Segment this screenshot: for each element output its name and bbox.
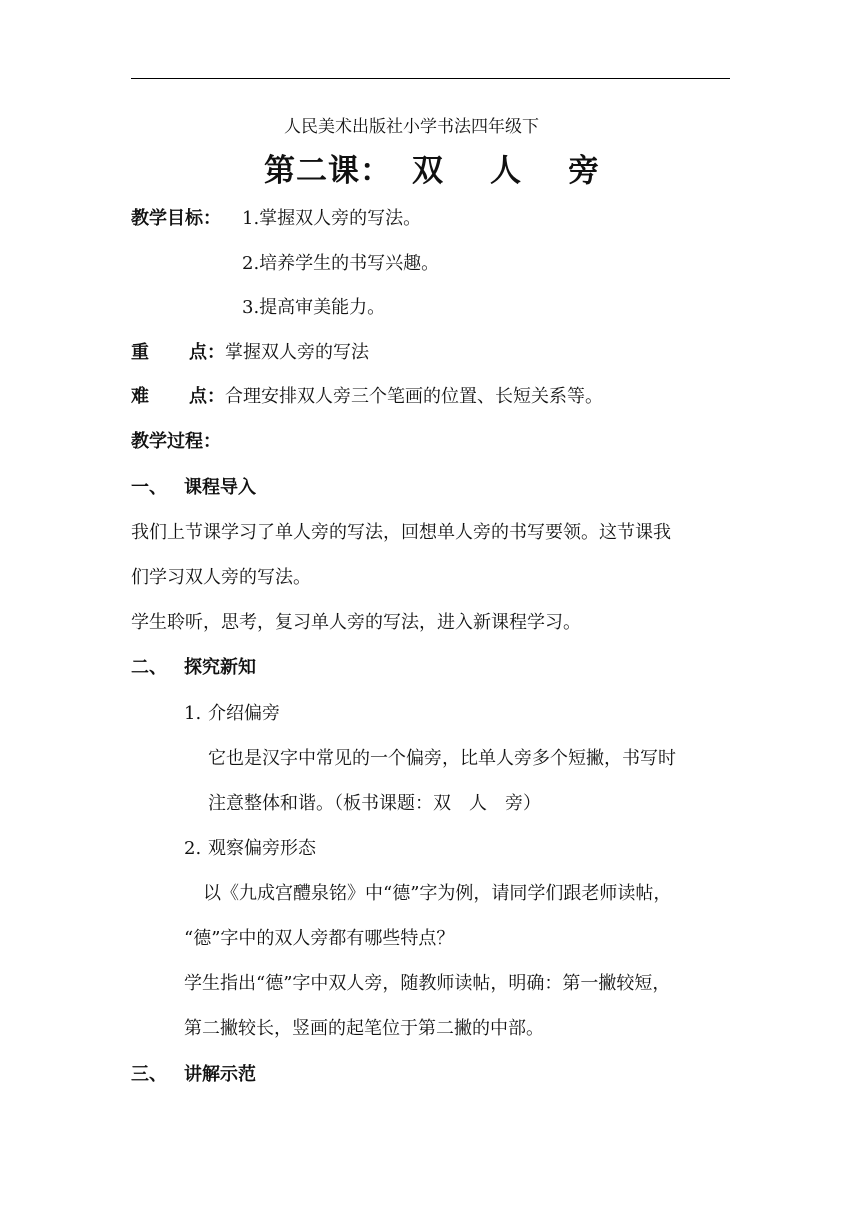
objectives-label: 教学目标：: [131, 208, 221, 229]
header-rule: [131, 78, 730, 79]
objective-item-2: 2.培养学生的书写兴趣。: [242, 253, 440, 274]
key-point-label-b: 点：: [189, 342, 225, 363]
lesson-char-3: 旁: [568, 153, 600, 189]
section1-para2: 学生聆听，思考，复习单人旁的写法，进入新课程学习。: [131, 612, 581, 633]
item2-line3: 学生指出“德”字中双人旁，随教师读帖，明确：第一撇较短，: [184, 973, 671, 994]
item2-line2: “德”字中的双人旁都有哪些特点？: [184, 928, 455, 949]
difficulty-row: [131, 386, 603, 408]
lesson-char-2: 人: [490, 153, 522, 189]
item1-line1: 它也是汉字中常见的一个偏旁，比单人旁多个短撇，书写时: [208, 748, 676, 769]
section1-para1-line1: 我们上节课学习了单人旁的写法，回想单人旁的书写要领。这节课我: [131, 522, 671, 543]
key-point-label-a: 重: [131, 342, 149, 363]
difficulty-label-a: 难: [131, 386, 149, 407]
lesson-char-1: 双: [412, 153, 444, 189]
process-label: 教学过程：: [131, 431, 221, 452]
objective-item-1: 1.掌握双人旁的写法。: [242, 208, 422, 229]
section1-num: 一、: [131, 477, 167, 498]
section2-num: 二、: [131, 657, 167, 678]
section3-title: 讲解示范: [184, 1064, 256, 1085]
item1-line2: 注意整体和谐。（板书课题：双 人 旁）: [208, 793, 541, 814]
section3-num: 三、: [131, 1064, 167, 1085]
section1-para1-line2: 们学习双人旁的写法。: [131, 567, 311, 588]
lesson-title-prefix: 第二课：: [264, 153, 392, 189]
section2-title: 探究新知: [184, 657, 256, 678]
item2-title: 观察偏旁形态: [208, 838, 316, 859]
lesson-title: [264, 153, 600, 189]
item2-line4: 第二撇较长，竖画的起笔位于第二撇的中部。: [184, 1018, 544, 1039]
section1-title: 课程导入: [184, 477, 256, 498]
difficulty-text: 合理安排双人旁三个笔画的位置、长短关系等。: [225, 386, 603, 407]
difficulty-label-b: 点：: [189, 386, 225, 407]
publisher-line: 人民美术出版社小学书法四年级下: [284, 117, 539, 137]
item1-num: 1.: [184, 703, 202, 724]
item1-title: 介绍偏旁: [208, 703, 280, 724]
key-point-text: 掌握双人旁的写法: [225, 342, 369, 363]
key-point-row: [131, 342, 369, 364]
objective-item-3: 3.提高审美能力。: [242, 297, 386, 318]
item2-line1: 以《九成宫醴泉铭》中“德”字为例，请同学们跟老师读帖，: [203, 883, 672, 904]
item2-num: 2.: [184, 838, 202, 859]
